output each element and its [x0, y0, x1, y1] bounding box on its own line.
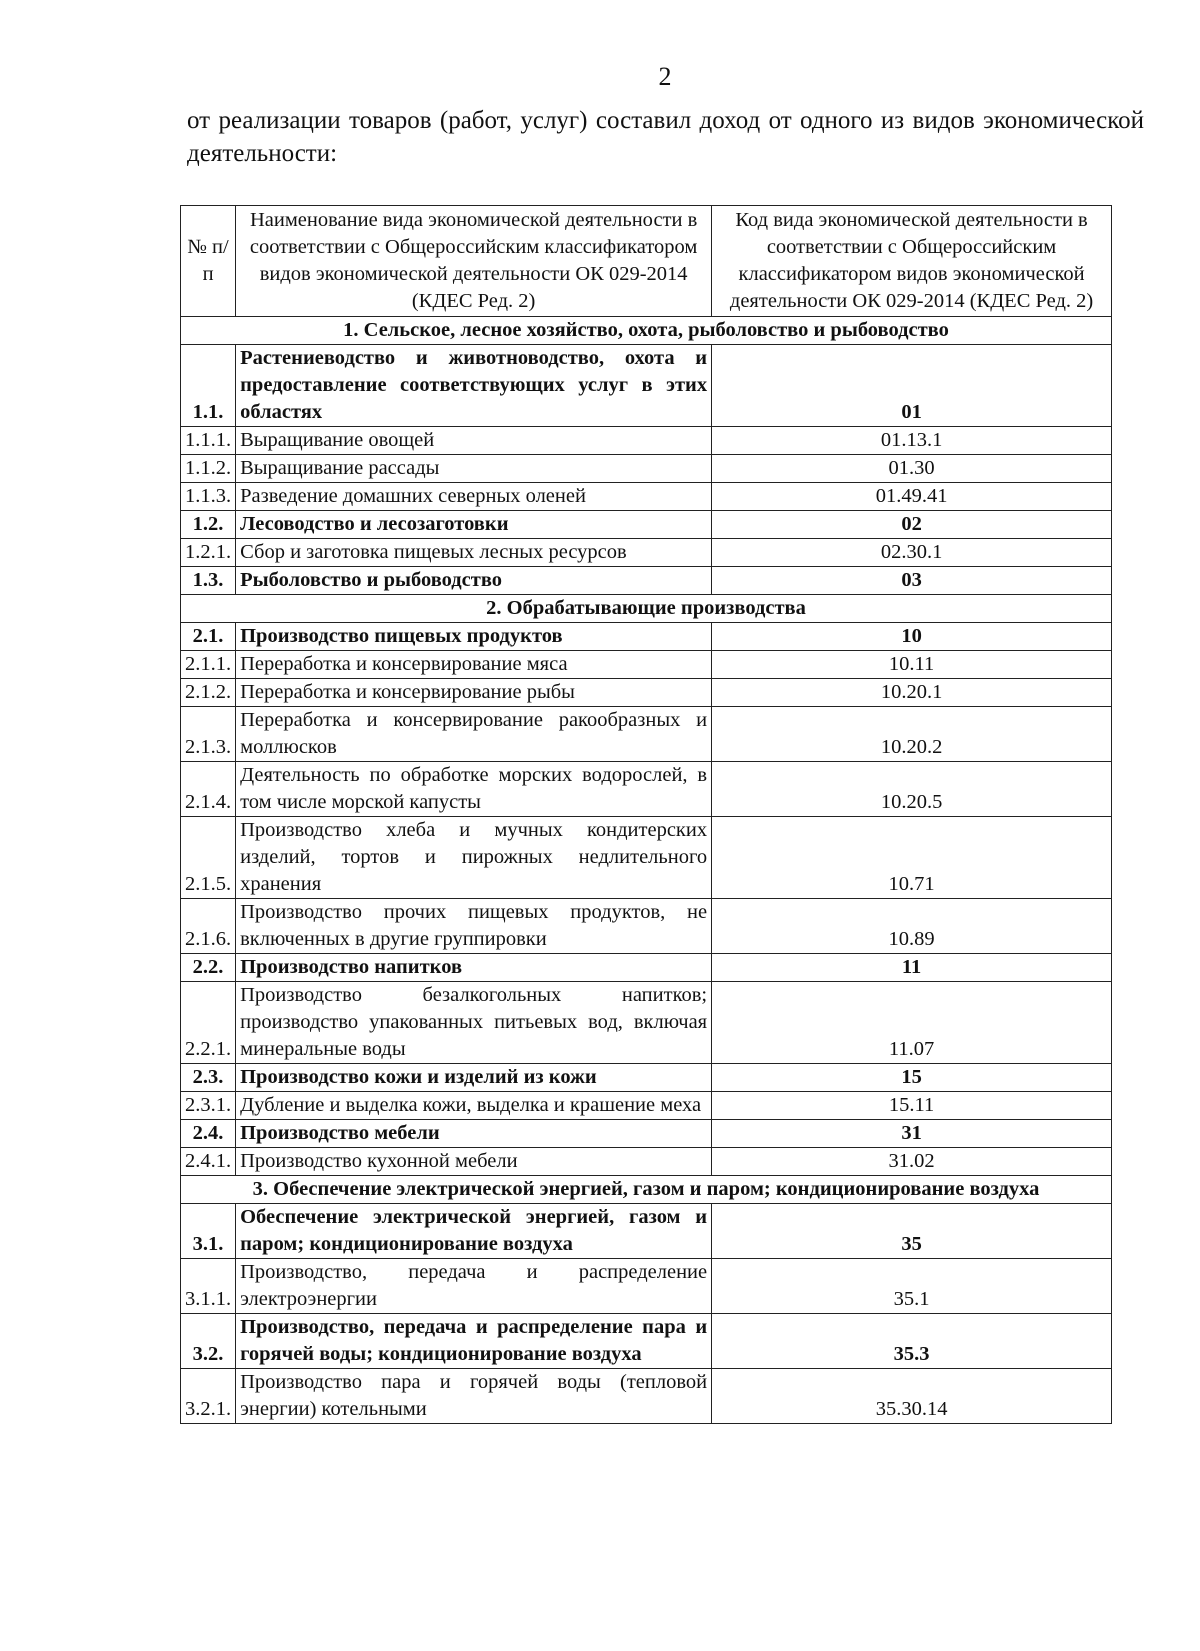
- table-row: [181, 1120, 1112, 1148]
- activity-code: 03: [712, 567, 1112, 595]
- table-row: [181, 511, 1112, 539]
- table-body: [181, 317, 1112, 1424]
- activity-code: 10.20.2: [712, 707, 1112, 762]
- table-row: [181, 483, 1112, 511]
- activity-code: 10.71: [712, 817, 1112, 899]
- activity-name: Обеспечение электрической энергией, газом и паром; кондиционирование воздуха: [236, 1204, 712, 1259]
- row-number: 2.2.: [181, 954, 236, 982]
- table-row: [181, 762, 1112, 817]
- section-title: 1. Сельское, лесное хозяйство, охота, рыболовство и рыбоводство: [181, 317, 1112, 345]
- table-row: [181, 1314, 1112, 1369]
- table-row: [181, 679, 1112, 707]
- row-number: 2.1.5.: [181, 817, 236, 899]
- row-number: 1.1.1.: [181, 427, 236, 455]
- activity-code: 31: [712, 1120, 1112, 1148]
- row-number: 2.2.1.: [181, 982, 236, 1064]
- section-title: 3. Обеспечение электрической энергией, газом и паром; кондиционирование воздуха: [181, 1176, 1112, 1204]
- activity-name: Дубление и выделка кожи, выделка и крашение меха: [236, 1092, 712, 1120]
- table-row: [181, 1092, 1112, 1120]
- row-number: 3.2.: [181, 1314, 236, 1369]
- table-row: [181, 982, 1112, 1064]
- section-row: [181, 595, 1112, 623]
- table-row: [181, 651, 1112, 679]
- row-number: 3.2.1.: [181, 1369, 236, 1424]
- activity-code: 01: [712, 345, 1112, 427]
- activity-code: 11: [712, 954, 1112, 982]
- row-number: 3.1.: [181, 1204, 236, 1259]
- table-row: [181, 1259, 1112, 1314]
- header-code: Код вида экономической деятельности в соответствии с Общероссийским классификатором видов экономической деятельности ОК 029-2014 (КДЕС Ред. 2): [712, 206, 1112, 317]
- activity-name: Деятельность по обработке морских водорослей, в том числе морской капусты: [236, 762, 712, 817]
- activity-code: 10: [712, 623, 1112, 651]
- activity-code: 10.11: [712, 651, 1112, 679]
- row-number: 2.1.1.: [181, 651, 236, 679]
- row-number: 2.1.3.: [181, 707, 236, 762]
- table-row: [181, 899, 1112, 954]
- activity-codes-table: [180, 205, 1112, 1424]
- activity-name: Переработка и консервирование рыбы: [236, 679, 712, 707]
- table-header-row: [181, 206, 1112, 317]
- activity-name: Производство кожи и изделий из кожи: [236, 1064, 712, 1092]
- row-number: 1.1.: [181, 345, 236, 427]
- table-row: [181, 707, 1112, 762]
- section-row: [181, 317, 1112, 345]
- activity-code: 10.20.5: [712, 762, 1112, 817]
- activity-name: Производство, передача и распределение пара и горячей воды; кондиционирование воздуха: [236, 1314, 712, 1369]
- activity-code: 01.49.41: [712, 483, 1112, 511]
- activity-code: 02.30.1: [712, 539, 1112, 567]
- activity-name: Выращивание овощей: [236, 427, 712, 455]
- table-row: [181, 1369, 1112, 1424]
- table-row: [181, 427, 1112, 455]
- section-title: 2. Обрабатывающие производства: [181, 595, 1112, 623]
- table-row: [181, 1148, 1112, 1176]
- row-number: 2.4.1.: [181, 1148, 236, 1176]
- page-number: 2: [658, 62, 672, 91]
- activity-name: Разведение домашних северных оленей: [236, 483, 712, 511]
- header-num: № п/п: [181, 206, 236, 317]
- activity-name: Производство кухонной мебели: [236, 1148, 712, 1176]
- table-row: [181, 954, 1112, 982]
- activity-name: Производство прочих пищевых продуктов, не включенных в другие группировки: [236, 899, 712, 954]
- activity-name: Производство пара и горячей воды (тепловой энергии) котельными: [236, 1369, 712, 1424]
- activity-code: 35.30.14: [712, 1369, 1112, 1424]
- activity-name: Производство пищевых продуктов: [236, 623, 712, 651]
- activity-name: Растениеводство и животноводство, охота и предоставление соответствующих услуг в этих областях: [236, 345, 712, 427]
- activity-name: Производство хлеба и мучных кондитерских изделий, тортов и пирожных недлительного хранения: [236, 817, 712, 899]
- activity-code: 02: [712, 511, 1112, 539]
- activity-code: 10.20.1: [712, 679, 1112, 707]
- table-row: [181, 1064, 1112, 1092]
- row-number: 3.1.1.: [181, 1259, 236, 1314]
- row-number: 2.3.: [181, 1064, 236, 1092]
- activity-code: 10.89: [712, 899, 1112, 954]
- header-name: Наименование вида экономической деятельности в соответствии с Общероссийским классификатором видов экономической деятельности ОК 029-2014 (КДЕС Ред. 2): [236, 206, 712, 317]
- activity-name: Производство мебели: [236, 1120, 712, 1148]
- activity-code: 35: [712, 1204, 1112, 1259]
- activity-name: Выращивание рассады: [236, 455, 712, 483]
- activity-name: Переработка и консервирование ракообразных и моллюсков: [236, 707, 712, 762]
- row-number: 2.1.4.: [181, 762, 236, 817]
- row-number: 1.1.2.: [181, 455, 236, 483]
- activity-code: 31.02: [712, 1148, 1112, 1176]
- section-row: [181, 1176, 1112, 1204]
- activity-name: Переработка и консервирование мяса: [236, 651, 712, 679]
- activity-name: Рыболовство и рыбоводство: [236, 567, 712, 595]
- table-row: [181, 345, 1112, 427]
- table-row: [181, 567, 1112, 595]
- activity-code: 01.30: [712, 455, 1112, 483]
- activity-name: Сбор и заготовка пищевых лесных ресурсов: [236, 539, 712, 567]
- activity-code: 01.13.1: [712, 427, 1112, 455]
- table-row: [181, 817, 1112, 899]
- row-number: 1.1.3.: [181, 483, 236, 511]
- activity-code: 15: [712, 1064, 1112, 1092]
- activity-name: Производство, передача и распределение электроэнергии: [236, 1259, 712, 1314]
- table-row: [181, 455, 1112, 483]
- row-number: 2.3.1.: [181, 1092, 236, 1120]
- table-row: [181, 1204, 1112, 1259]
- row-number: 2.1.6.: [181, 899, 236, 954]
- activity-code: 15.11: [712, 1092, 1112, 1120]
- activity-name: Производство напитков: [236, 954, 712, 982]
- row-number: 1.2.1.: [181, 539, 236, 567]
- row-number: 1.2.: [181, 511, 236, 539]
- activity-code: 35.3: [712, 1314, 1112, 1369]
- table-row: [181, 539, 1112, 567]
- row-number: 1.3.: [181, 567, 236, 595]
- activity-code: 11.07: [712, 982, 1112, 1064]
- row-number: 2.1.2.: [181, 679, 236, 707]
- activity-name: Лесоводство и лесозаготовки: [236, 511, 712, 539]
- table-row: [181, 623, 1112, 651]
- activity-name: Производство безалкогольных напитков; производство упакованных питьевых вод, включая минеральные воды: [236, 982, 712, 1064]
- intro-paragraph: от реализации товаров (работ, услуг) составил доход от одного из видов экономической деятельности:: [187, 107, 1144, 167]
- row-number: 2.1.: [181, 623, 236, 651]
- activity-code: 35.1: [712, 1259, 1112, 1314]
- row-number: 2.4.: [181, 1120, 236, 1148]
